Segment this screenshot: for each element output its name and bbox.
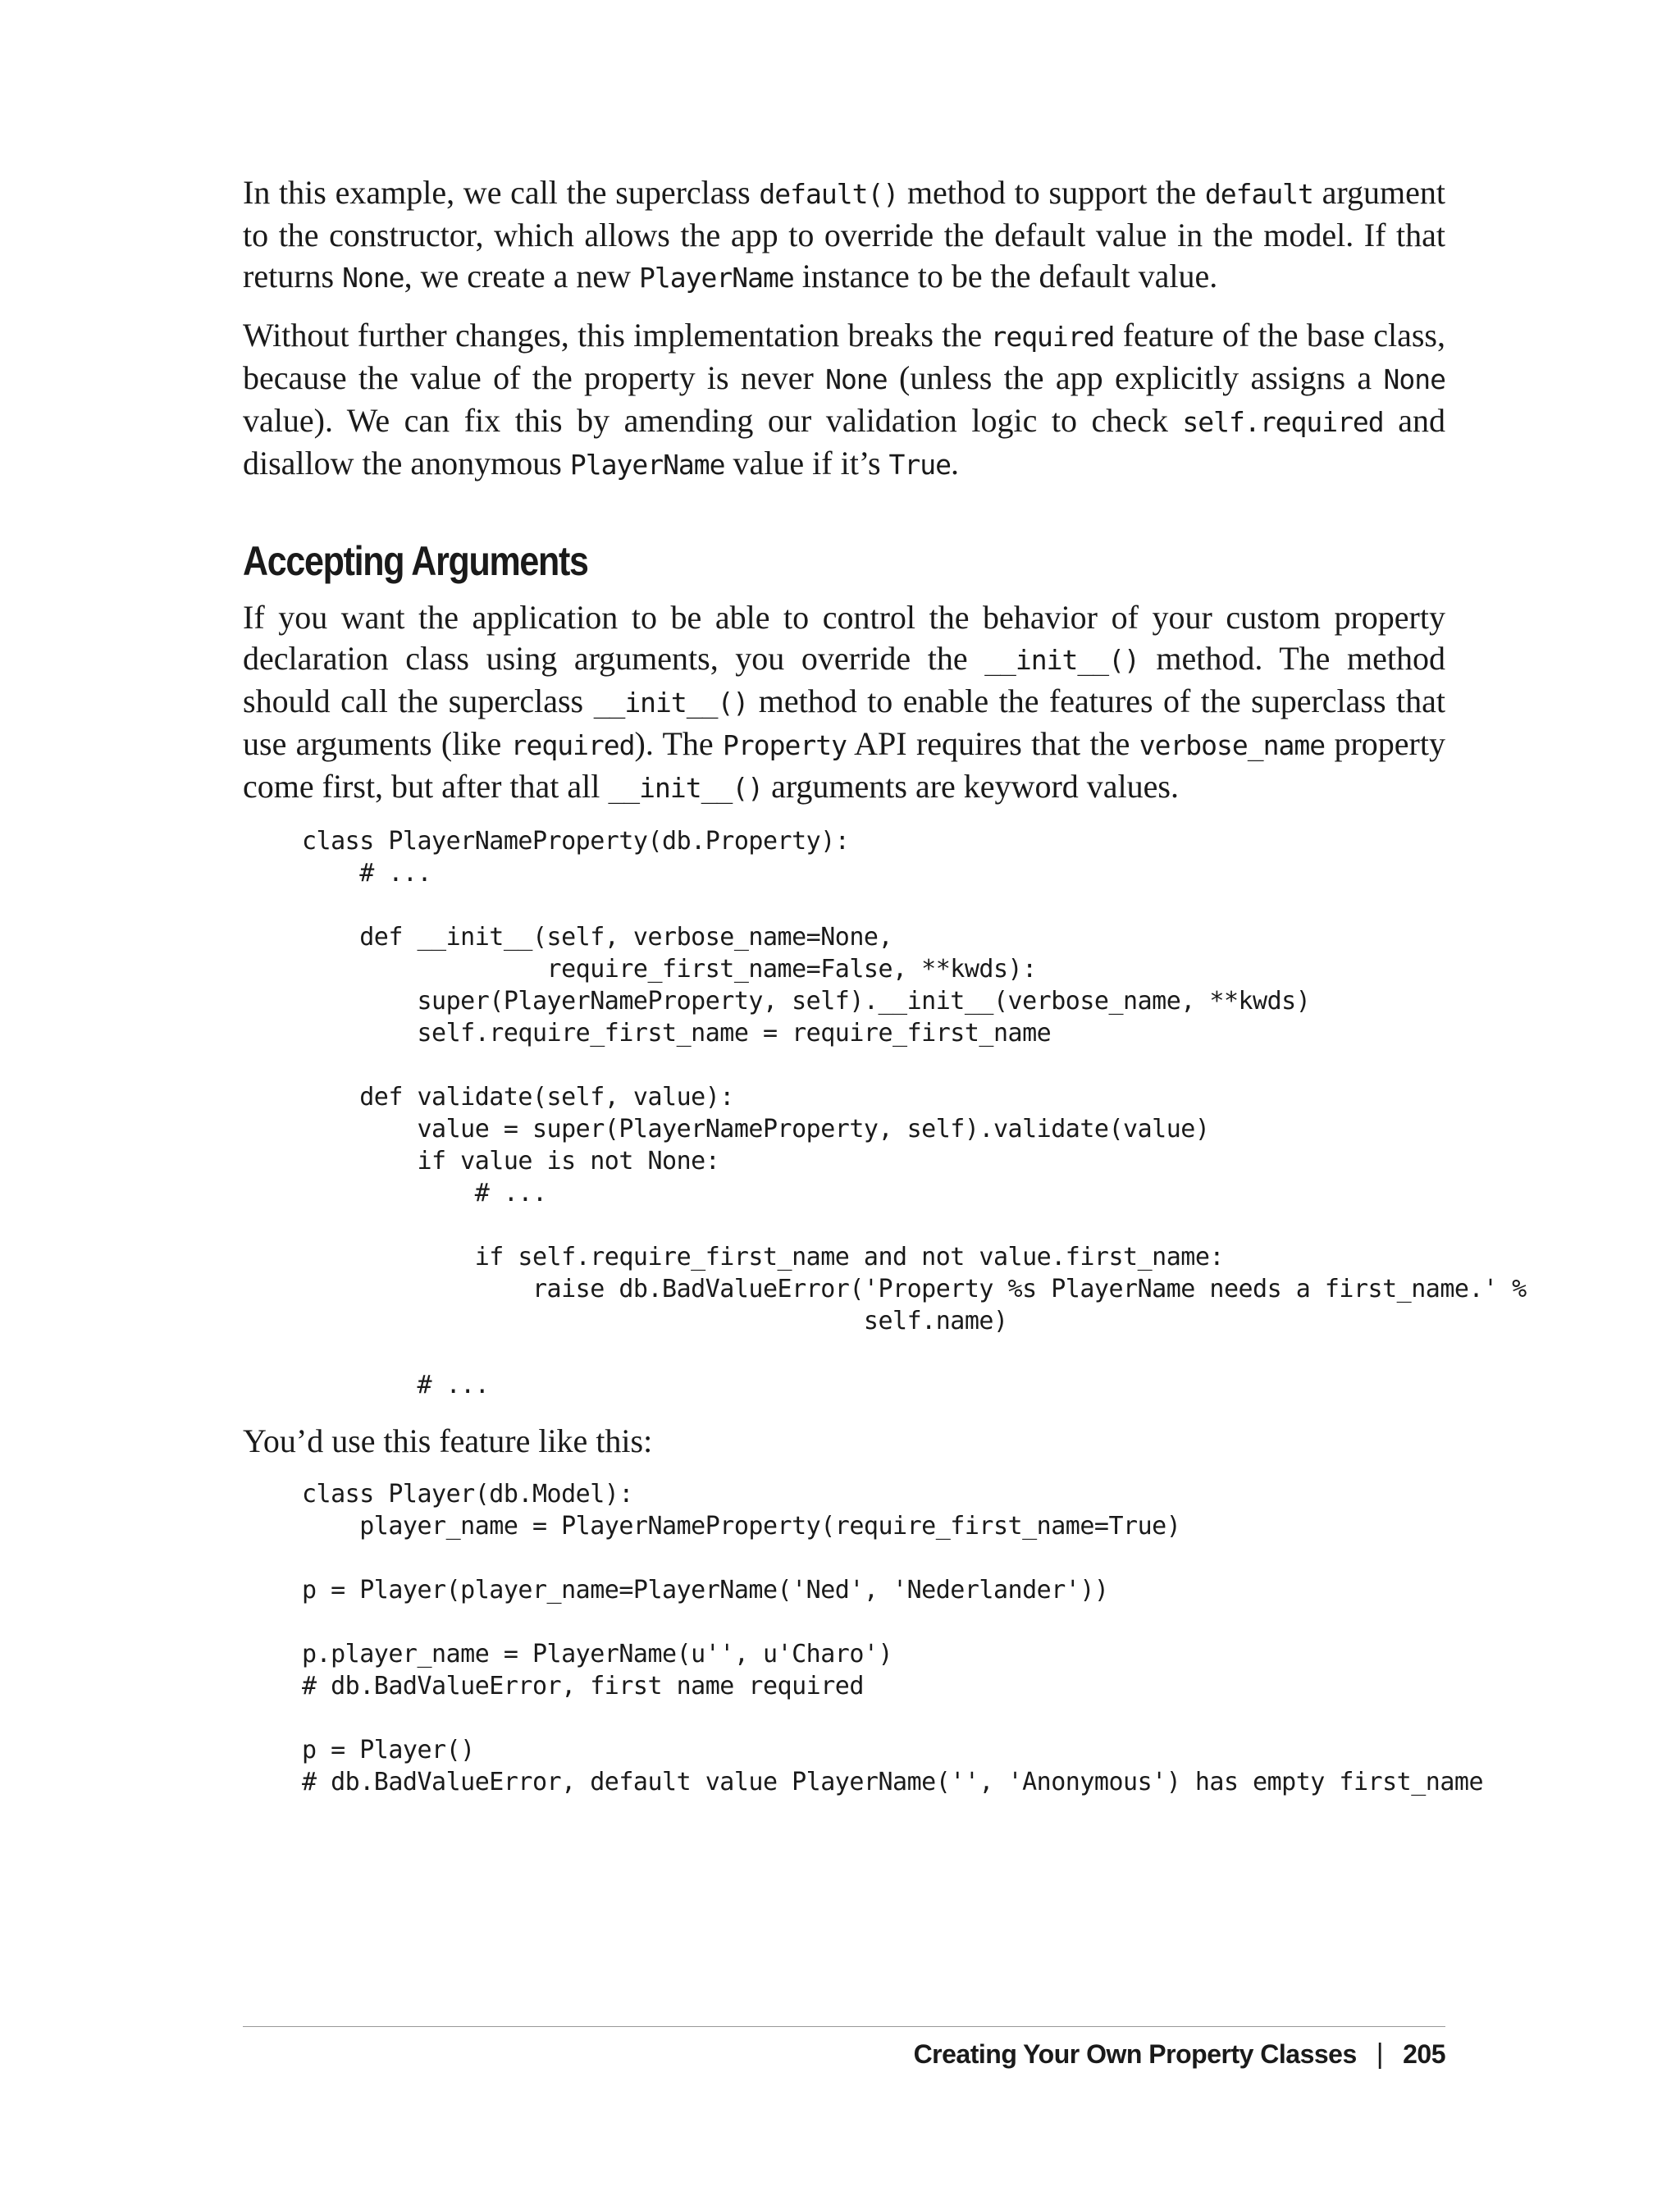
inline-code: self.required <box>1182 406 1384 438</box>
inline-code: default <box>1204 178 1313 210</box>
code-block-usage: class Player(db.Model): player_name = PlayerNameProperty(require_first_name=True) p = Player(player_name=PlayerName('Ned', 'Nederlander')) p.player_name = PlayerName(u'', u'Charo') # db.BadValueError, first name required p = Player() # db.BadValueError, default value PlayerName('', 'Anonymous') has empty first_name <box>302 1480 1484 1796</box>
inline-code: required <box>990 321 1115 353</box>
inline-code: True <box>888 449 951 481</box>
code-block-property-class: class PlayerNameProperty(db.Property): # ... def __init__(self, verbose_name=None, require_first_name=False, **kwds): super(PlayerNameProperty, self).__init__(verbose_name, **kwds) self.require_first_name = require_first_name def validate(self, value): value = super(PlayerNameProperty, self).validate(value) if value is not None: # ... if self.require_first_name and not value.first_name: raise db.BadValueError('Property %s PlayerName needs a first_name.' % self.name) # ... <box>302 827 1527 1399</box>
page-footer <box>914 2038 1445 2070</box>
inline-code: Property <box>723 729 847 761</box>
inline-code: __init__() <box>593 687 749 719</box>
inline-code: PlayerName <box>639 262 794 294</box>
footer-chapter-title: Creating Your Own Property Classes <box>913 2039 1357 2069</box>
inline-code: default() <box>759 178 899 210</box>
inline-code: None <box>825 363 888 395</box>
page-number: 205 <box>1403 2039 1445 2069</box>
paragraph-default-method: In this example, we call the superclass default() method to support the default argument to the constructor, which allows the app to override the default value in the model. If that returns None, we create a new PlayerName instance to be the default value. <box>243 174 1445 294</box>
footer-divider <box>243 2026 1445 2027</box>
footer-separator: | <box>1376 2038 1384 2070</box>
section-heading: Accepting Arguments <box>243 538 588 584</box>
inline-code: None <box>1383 363 1445 395</box>
paragraph-required-feature: Without further changes, this implementation breaks the required feature of the base class, because the value of the property is never None (unless the app explicitly assigns a None value). We can fix this by amending our validation logic to check self.required and disallow the anonymous PlayerName value if it’s True. <box>243 317 1445 482</box>
inline-code: __init__() <box>984 644 1139 676</box>
paragraph-usage-intro: You’d use this feature like this: <box>243 1422 653 1459</box>
inline-code: verbose_name <box>1139 729 1326 761</box>
inline-code: required <box>510 729 635 761</box>
inline-code: None <box>342 262 404 294</box>
inline-code: PlayerName <box>569 449 725 481</box>
inline-code: __init__() <box>608 772 764 804</box>
paragraph-init-arguments: If you want the application to be able to control the behavior of your custom property declaration class using arguments, you override the __init__() method. The method should call the superclass __init__() method to enable the features of the superclass that use arguments (like required). The Property API requires that the verbose_name property come first, but after that all __init__() arguments are keyword values. <box>243 599 1445 805</box>
page-content <box>243 172 1527 1818</box>
